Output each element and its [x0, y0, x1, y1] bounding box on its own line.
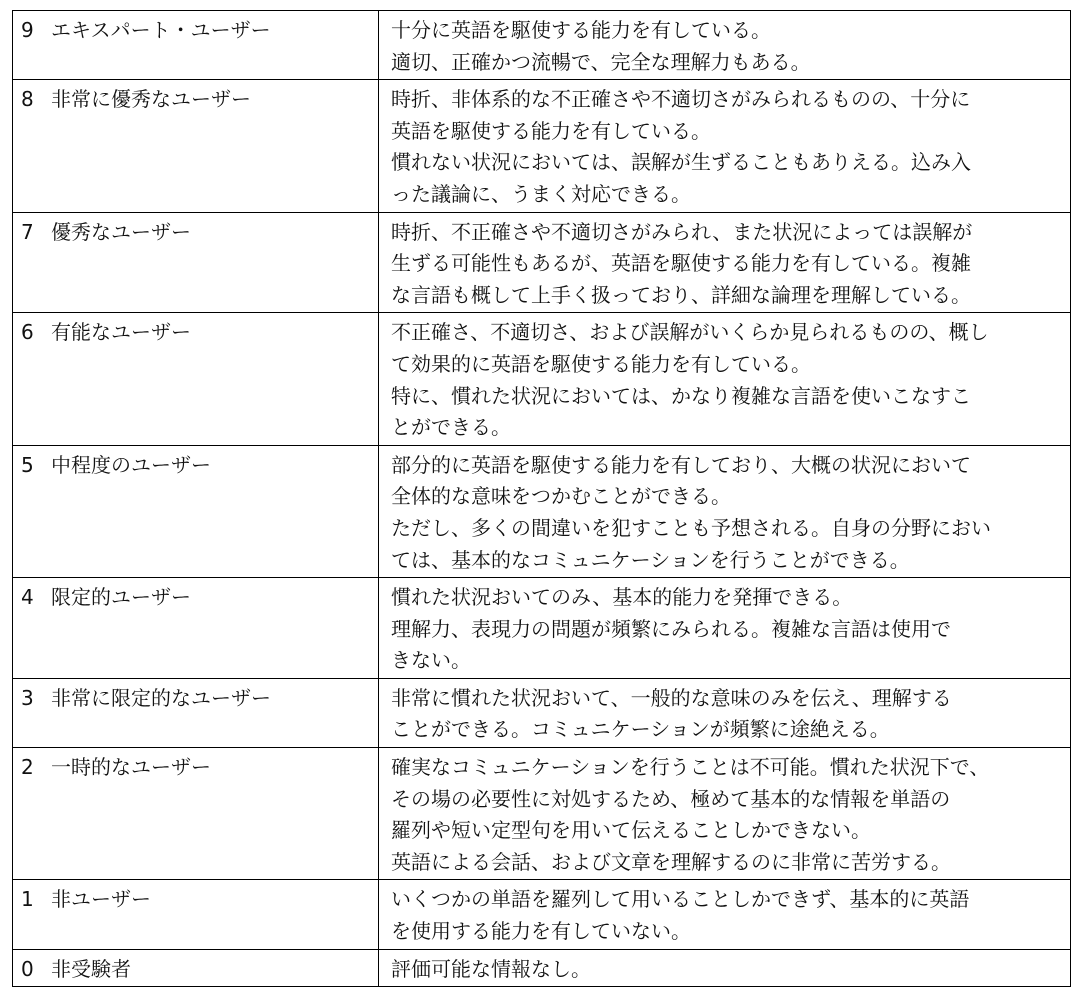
description-line: 確実なコミュニケーションを行うことは不可能。慣れた状況下で、 — [391, 755, 990, 780]
band-label: 非受験者 — [51, 956, 131, 981]
table-row — [13, 578, 1071, 679]
band-score: 1 — [21, 887, 34, 912]
band-label: 非ユーザー — [51, 887, 151, 912]
description-line: 英語を駆使する能力を有している。 — [391, 118, 711, 143]
description-line: な言語も概して上手く扱っており、詳細な論理を理解している。 — [391, 282, 971, 307]
description-line: った議論に、うまく対応できる。 — [391, 181, 691, 206]
band-score: 9 — [21, 18, 34, 42]
band-score: 2 — [21, 755, 34, 780]
description-cell — [379, 678, 1071, 747]
description-line: ことができる。コミュニケーションが頻繁に途絶える。 — [391, 717, 890, 742]
band-cell — [13, 313, 379, 445]
description-line: ただし、多くの間違いを犯すことも予想される。自身の分野におい — [391, 515, 991, 540]
band-label: 有能なユーザー — [51, 320, 191, 345]
description-line: 英語による会話、および文章を理解するのに非常に苦労する。 — [391, 849, 951, 874]
description-cell — [379, 445, 1071, 577]
band-cell — [13, 949, 379, 987]
band-cell — [13, 11, 379, 80]
table-row — [13, 678, 1071, 747]
band-cell — [13, 748, 379, 880]
band-label: 一時的なユーザー — [51, 755, 211, 780]
description-line: 時折、非体系的な不正確さや不適切さがみられるものの、十分に — [391, 87, 971, 112]
description-line: 適切、正確かつ流暢で、完全な理解力もある。 — [391, 49, 811, 74]
table-body — [13, 11, 1071, 987]
description-cell — [379, 212, 1071, 313]
band-score: 5 — [21, 452, 34, 477]
band-score: 3 — [21, 685, 34, 710]
band-cell — [13, 578, 379, 679]
table-row — [13, 445, 1071, 577]
description-line: 生ずる可能性もあるが、英語を駆使する能力を有している。複雑 — [391, 251, 971, 276]
description-line: 理解力、表現力の問題が頻繁にみられる。複雑な言語は使用で — [391, 616, 951, 641]
band-cell — [13, 445, 379, 577]
description-line: 部分的に英語を駆使する能力を有しており、大概の状況において — [391, 452, 971, 477]
description-cell — [379, 80, 1071, 212]
band-label: 中程度のユーザー — [51, 452, 211, 477]
description-cell — [379, 313, 1071, 445]
table-row — [13, 949, 1071, 987]
band-score: 7 — [21, 219, 34, 244]
description-line: いくつかの単語を羅列して用いることしかできず、基本的に英語 — [391, 887, 970, 912]
band-score: 6 — [21, 320, 34, 345]
description-line: 羅列や短い定型句を用いて伝えることしかできない。 — [391, 818, 871, 843]
band-cell — [13, 678, 379, 747]
description-line: 非常に慣れた状況おいて、一般的な意味のみを伝え、理解する — [391, 685, 952, 710]
description-line: 全体的な意味をつかむことができる。 — [391, 484, 731, 509]
band-score: 0 — [21, 956, 34, 981]
description-line: ては、基本的なコミュニケーションを行うことができる。 — [391, 547, 910, 572]
description-line: とができる。 — [391, 415, 511, 440]
description-line: 時折、不正確さや不適切さがみられ、また状況によっては誤解が — [391, 219, 973, 244]
description-line: きない。 — [391, 648, 471, 673]
band-score: 8 — [21, 87, 34, 112]
band-descriptor-table — [12, 10, 1071, 987]
band-label: 限定的ユーザー — [51, 585, 191, 610]
description-line: て効果的に英語を駆使する能力を有している。 — [391, 351, 811, 376]
table-row — [13, 11, 1071, 80]
description-cell — [379, 748, 1071, 880]
band-score: 4 — [21, 585, 34, 610]
table-row — [13, 748, 1071, 880]
description-line: を使用する能力を有していない。 — [391, 919, 691, 944]
description-cell — [379, 578, 1071, 679]
description-cell — [379, 949, 1071, 987]
band-label: 非常に限定的なユーザー — [51, 685, 271, 710]
band-label: エキスパート・ユーザー — [51, 18, 271, 42]
band-cell — [13, 80, 379, 212]
description-line: 不正確さ、不適切さ、および誤解がいくらか見られるものの、概し — [391, 320, 989, 345]
table-row — [13, 313, 1071, 445]
table-row — [13, 80, 1071, 212]
description-line: 十分に英語を駆使する能力を有している。 — [391, 18, 771, 42]
band-label: 非常に優秀なユーザー — [51, 87, 251, 112]
description-line: 慣れた状況おいてのみ、基本的能力を発揮できる。 — [391, 585, 853, 610]
band-cell — [13, 212, 379, 313]
band-cell — [13, 880, 379, 949]
description-cell — [379, 880, 1071, 949]
description-cell — [379, 11, 1071, 80]
description-line: 評価可能な情報なし。 — [391, 956, 591, 981]
description-line: 特に、慣れた状況においては、かなり複雑な言語を使いこなすこ — [391, 383, 971, 408]
description-line: 慣れない状況においては、誤解が生ずることもありえる。込み入 — [391, 150, 971, 175]
table-row — [13, 212, 1071, 313]
band-label: 優秀なユーザー — [51, 219, 191, 244]
table-row — [13, 880, 1071, 949]
description-line: その場の必要性に対処するため、極めて基本的な情報を単語の — [391, 786, 951, 811]
